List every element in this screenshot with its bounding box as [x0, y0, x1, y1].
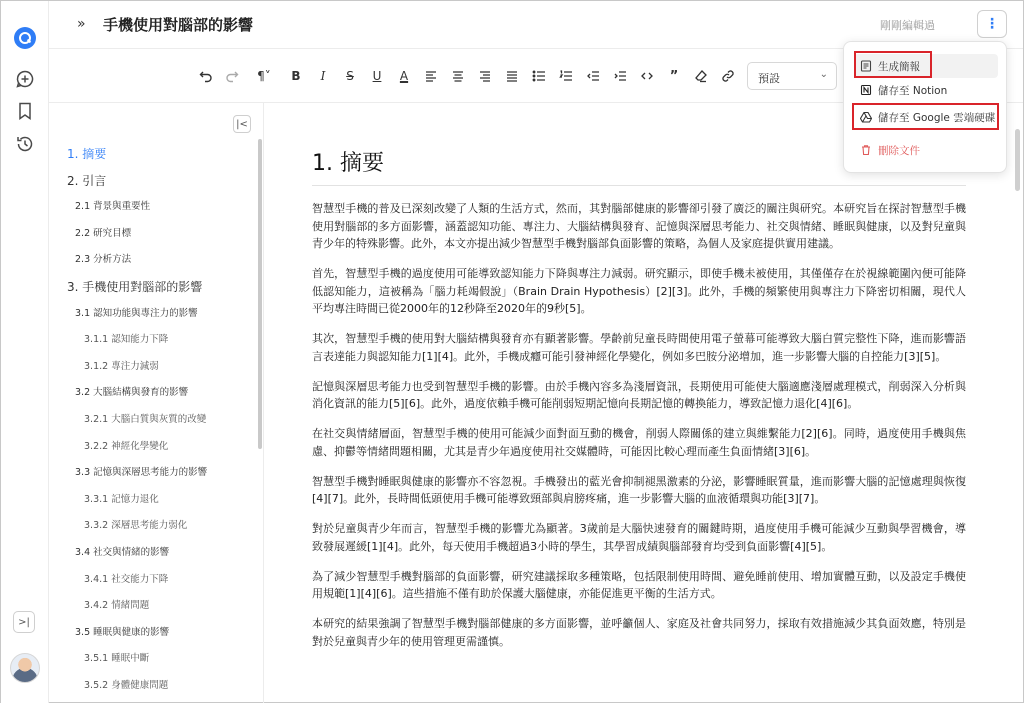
align-right-icon[interactable]: [476, 67, 494, 85]
save-to-google-drive-label: 儲存至 Google 雲端硬碟: [878, 111, 996, 124]
more-options-button[interactable]: [977, 10, 1007, 38]
new-chat-icon[interactable]: [15, 69, 35, 89]
toc-scrollbar[interactable]: [258, 139, 262, 449]
generate-slides-label: 生成簡報: [878, 60, 920, 73]
highlight-box-generate-slides: [854, 51, 932, 78]
toc-item[interactable]: 3.3 記憶與深層思考能力的影響: [75, 467, 208, 479]
expand-sidebar-button[interactable]: [13, 611, 35, 633]
collapse-toc-button[interactable]: [233, 115, 251, 133]
delete-document-menu-item[interactable]: [854, 138, 998, 162]
user-avatar[interactable]: [10, 653, 40, 683]
save-to-notion-menu-item[interactable]: [854, 78, 998, 102]
paragraph[interactable]: 智慧型手機的普及已深刻改變了人類的生活方式，然而，其對腦部健康的影響卻引發了廣泛的關注與研究。本研究旨在探討智慧型手機使用對腦部的多方面影響，涵蓋認知功能、專注力、大腦結構與發育、記憶與深層思考能力、社交與情緒、睡眠與健康，以及對兒童與青少年的特殊影響。此外，本文亦提出減少智慧型手機對腦部負面影響的策略，為個人及家庭提供實用建議。: [312, 202, 966, 250]
left-rail: [1, 1, 49, 703]
delete-document-label: 刪除文件: [878, 144, 920, 157]
toc-item[interactable]: 3.5 睡眠與健康的影響: [75, 626, 170, 638]
indent-icon[interactable]: [611, 67, 629, 85]
redo-icon[interactable]: [223, 67, 241, 85]
paragraph[interactable]: 記憶與深層思考能力也受到智慧型手機的影響。由於手機內容多為淺層資訊，長期使用可能使大腦適應淺層處理模式，削弱深入分析與消化資訊的能力[5][6]。此外，過度依賴手機可能削弱短期記憶向長期記憶的轉換能力，導致記憶力退化[4][6]。: [312, 379, 966, 410]
paragraph[interactable]: 在社交與情緒層面，智慧型手機的使用可能減少面對面互動的機會，削弱人際關係的建立與維繫能力[2][6]。同時，過度使用手機與焦慮、抑鬱等情緒問題相關，尤其是青少年過度使用社交媒體時，可能因比較心理而產生負面情緒[3][6]。: [312, 427, 966, 458]
chevron-left-bar-icon: |<: [236, 118, 248, 130]
trash-icon: [860, 144, 872, 156]
paragraph[interactable]: 對於兒童與青少年而言，智慧型手機的影響尤為顯著。3歲前是大腦快速發育的關鍵時期，過度使用手機可能減少互動與學習機會，導致發展遲緩[1][4]。此外，每天使用手機超過3小時的學生，其學習成績與腦部發育均受到負面影響[4][5]。: [312, 522, 966, 553]
toc-item[interactable]: 3.1.2 專注力減弱: [84, 360, 159, 372]
toc-item[interactable]: 2.2 研究目標: [75, 227, 132, 239]
text-color-icon[interactable]: A: [399, 69, 409, 83]
toc-item[interactable]: 1. 摘要: [67, 147, 107, 161]
bullet-list-icon[interactable]: [530, 67, 548, 85]
toc-item[interactable]: 2.1 背景與重要性: [75, 201, 151, 213]
align-center-icon[interactable]: [449, 67, 467, 85]
chevron-down-icon: ⌄: [819, 69, 828, 80]
paragraph[interactable]: 智慧型手機對睡眠與健康的影響亦不容忽視。手機發出的藍光會抑制褪黑激素的分泌，影響睡眠質量，進而影響大腦的記憶處理與恢復[4][7]。此外，長時間低頭使用手機可能導致頸部與肩膀疼痛，進一步影響大腦的血液循環與功能[3][7]。: [312, 474, 966, 505]
bold-icon[interactable]: B: [291, 69, 301, 83]
clear-format-icon[interactable]: [692, 67, 710, 85]
strikethrough-icon[interactable]: S: [346, 69, 354, 83]
edit-status: 剛剛編輯過: [880, 19, 935, 32]
paragraph[interactable]: 為了減少智慧型手機對腦部的負面影響，研究建議採取多種策略，包括限制使用時間、避免睡前使用、增加實體互動，以及設定手機使用規範[1][4][6]。這些措施不僅有助於保護大腦健康，亦能促進更平衡的生活方式。: [312, 569, 966, 600]
toc-item[interactable]: 3.2.2 神經化學變化: [84, 440, 169, 452]
toc-item[interactable]: 3.4.2 情緒問題: [84, 600, 150, 612]
toc-item[interactable]: 3.1.1 認知能力下降: [84, 334, 169, 346]
numbered-list-icon[interactable]: [557, 67, 575, 85]
document-scrollbar[interactable]: [1015, 129, 1020, 191]
outdent-icon[interactable]: [584, 67, 602, 85]
italic-icon[interactable]: I: [320, 69, 326, 83]
app-logo-icon[interactable]: [14, 27, 36, 49]
toc-item[interactable]: 3.2 大腦結構與發育的影響: [75, 387, 189, 399]
bookmark-icon[interactable]: [15, 101, 35, 121]
toc-item[interactable]: 3.5.1 睡眠中斷: [84, 653, 150, 665]
section-heading[interactable]: 1. 摘要: [312, 146, 966, 186]
chevron-right-bar-icon: >|: [18, 616, 30, 628]
toc-item[interactable]: 3.1 認知功能與專注力的影響: [75, 307, 198, 319]
toc-item[interactable]: 3.4 社交與情緒的影響: [75, 546, 170, 558]
document-title[interactable]: 手機使用對腦部的影響: [103, 16, 254, 34]
paragraph[interactable]: 本研究的結果強調了智慧型手機對腦部健康的多方面影響，並呼籲個人、家庭及社會共同努力，採取有效措施減少其負面效應，特別是對於兒童與青少年的使用管理更需謹慎。: [312, 617, 966, 648]
table-of-contents: [49, 103, 264, 703]
quote-icon[interactable]: ”: [669, 68, 679, 84]
collapse-panel-icon[interactable]: »: [77, 16, 86, 32]
more-vertical-icon: ⋮: [985, 16, 999, 32]
toc-item[interactable]: 2. 引言: [67, 173, 107, 188]
link-icon[interactable]: [719, 67, 737, 85]
toc-list: [49, 141, 254, 699]
toc-item[interactable]: 3.3.1 記憶力退化: [84, 493, 159, 505]
undo-icon[interactable]: [197, 67, 215, 85]
text-style-select[interactable]: [747, 62, 837, 90]
underline-icon[interactable]: U: [372, 69, 382, 83]
toc-item[interactable]: 3.2.1 大腦白質與灰質的改變: [84, 413, 207, 425]
code-icon[interactable]: [638, 67, 656, 85]
toc-item[interactable]: 3.4.1 社交能力下降: [84, 573, 169, 585]
toc-item[interactable]: 2.3 分析方法: [75, 254, 132, 266]
align-justify-icon[interactable]: [503, 67, 521, 85]
text-style-value: 預設: [758, 72, 780, 85]
paragraph[interactable]: 首先，智慧型手機的過度使用可能導致認知能力下降與專注力減弱。研究顯示，即使手機未被使用，其僅僅存在於視線範圍內便可能降低認知能力，這被稱為「腦力耗竭假說」（Brain Drain Hypothesis）[2][3]。此外，手機的頻繁使用與專注力下降密切相關，現代人平均專注時間已從2000年的12秒降至2020年的9秒[5]。: [312, 267, 966, 315]
save-to-notion-label: 儲存至 Notion: [878, 84, 948, 97]
paragraph-format-icon[interactable]: ¶˅: [257, 69, 271, 83]
highlight-box-google-drive: [852, 103, 999, 130]
document-content[interactable]: [312, 146, 966, 663]
history-icon[interactable]: [15, 134, 35, 154]
toc-item[interactable]: 3. 手機使用對腦部的影響: [67, 279, 203, 294]
toc-item[interactable]: 3.5.2 身體健康問題: [84, 679, 169, 691]
toc-item[interactable]: 3.3.2 深層思考能力弱化: [84, 520, 188, 532]
align-left-icon[interactable]: [422, 67, 440, 85]
notion-icon: [860, 84, 872, 96]
paragraph[interactable]: 其次，智慧型手機的使用對大腦結構與發育亦有顯著影響。學齡前兒童長時間使用電子螢幕可能導致大腦白質完整性下降，進而影響語言表達能力與認知能力[1][4]。此外，手機成癮可能引發神經化學變化，例如多巴胺分泌增加，進一步影響大腦的自控能力[3][5]。: [312, 332, 966, 363]
